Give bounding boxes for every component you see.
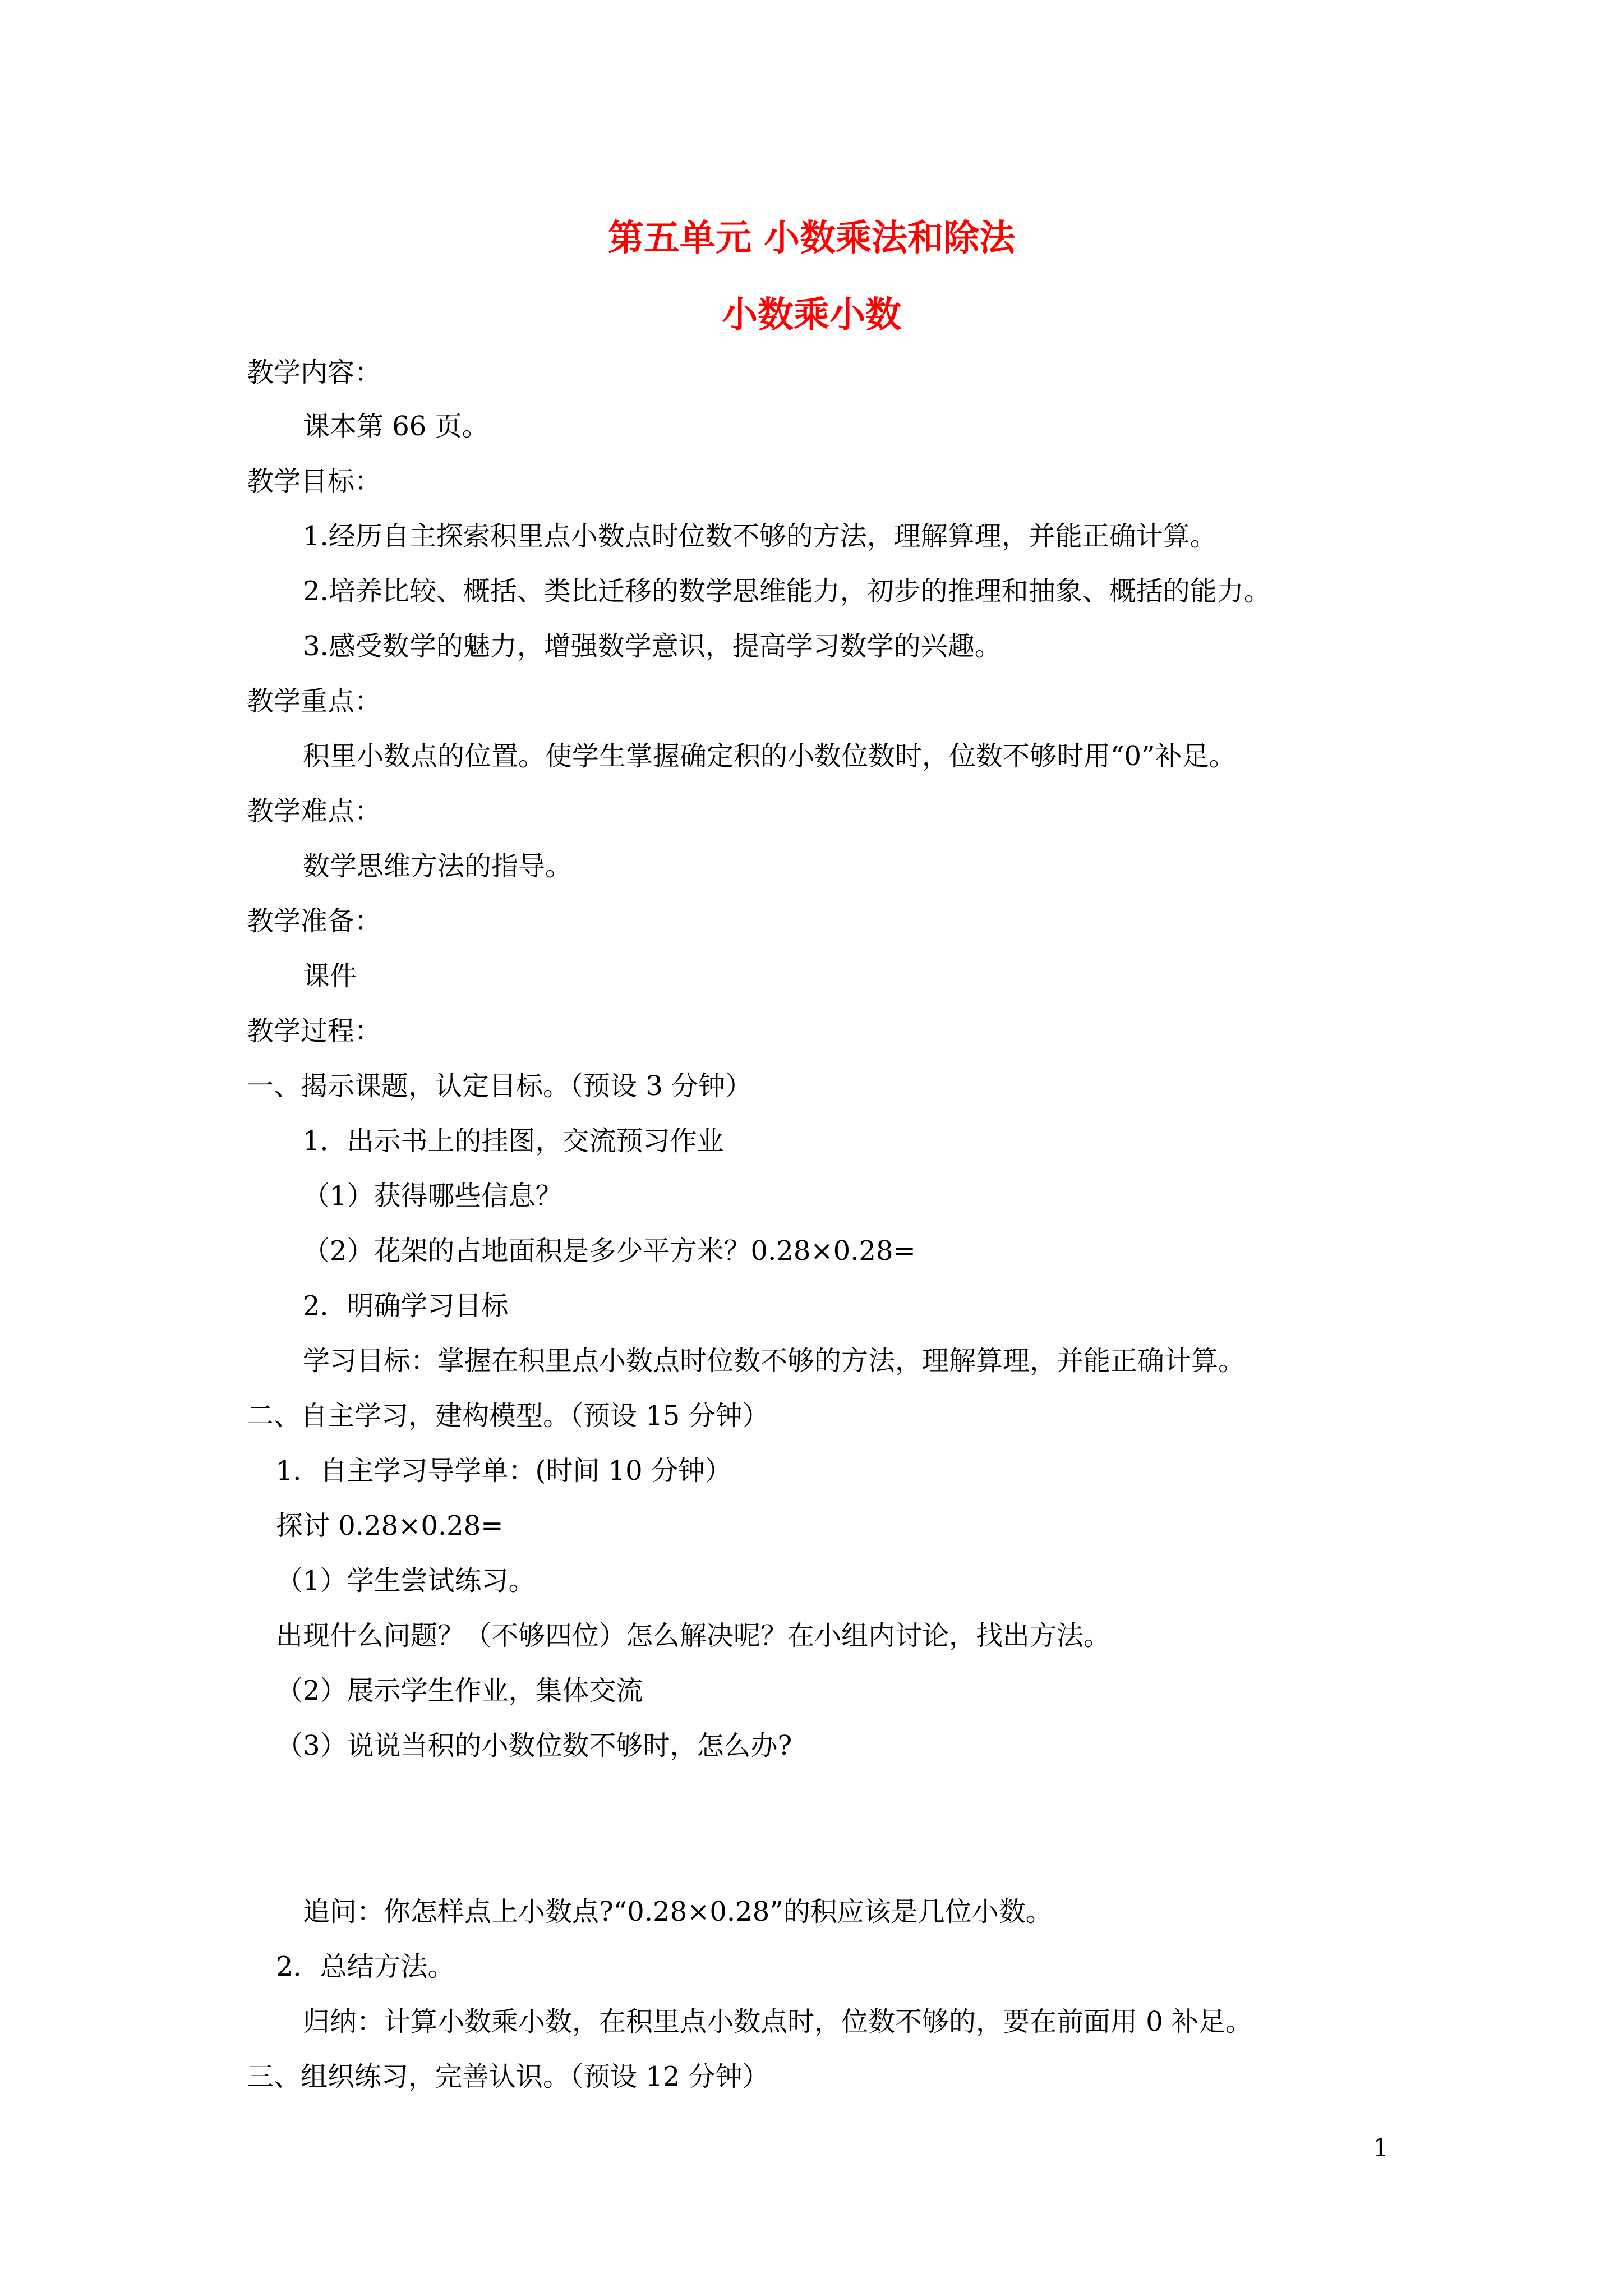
sub-item: （2）展示学生作业，集体交流 — [276, 1675, 643, 1706]
goal-item: 1.经历自主探索积里点小数点时位数不够的方法，理解算理，并能正确计算。 — [303, 521, 1217, 552]
text-line: 课件 — [303, 960, 357, 992]
heading-difficulties: 教学难点： — [247, 795, 382, 827]
text-line: 出现什么问题？（不够四位）怎么解决呢？在小组内讨论，找出方法。 — [276, 1620, 1111, 1651]
text-line: 学习目标：掌握在积里点小数点时位数不够的方法，理解算理，并能正确计算。 — [303, 1345, 1246, 1377]
text-line: 数学思维方法的指导。 — [303, 850, 573, 882]
heading-content: 教学内容： — [247, 357, 382, 388]
unit-title: 第五单元 小数乘法和除法 — [607, 217, 1016, 259]
sub-item: （1）学生尝试练习。 — [276, 1565, 536, 1596]
text-line: 课本第 66 页。 — [303, 411, 489, 442]
heading-goals: 教学目标： — [247, 466, 382, 497]
sub-item: （2）花架的占地面积是多少平方米？0.28×0.28= — [303, 1235, 916, 1267]
sub-item: （1）获得哪些信息？ — [303, 1180, 562, 1212]
heading-preparation: 教学准备： — [247, 905, 382, 937]
heading-process: 教学过程： — [247, 1015, 382, 1047]
text-line: 积里小数点的位置。使学生掌握确定积的小数位数时，位数不够时用“0”补足。 — [303, 740, 1236, 772]
step-item: 2．明确学习目标 — [303, 1290, 509, 1322]
text-line: 探讨 0.28×0.28= — [276, 1510, 504, 1542]
step-item: 2．总结方法。 — [276, 1951, 455, 1982]
section-heading: 一、揭示课题，认定目标。（预设 3 分钟） — [247, 1070, 753, 1102]
section-heading: 三、组织练习，完善认识。（预设 12 分钟） — [247, 2061, 769, 2092]
page-number: 1 — [1373, 2134, 1389, 2162]
heading-key-points: 教学重点： — [247, 685, 382, 717]
step-item: 1．出示书上的挂图，交流预习作业 — [303, 1125, 724, 1157]
goal-item: 2.培养比较、概括、类比迁移的数学思维能力，初步的推理和抽象、概括的能力。 — [303, 576, 1271, 607]
step-item: 1．自主学习导学单：(时间 10 分钟） — [276, 1455, 732, 1487]
text-line: 归纳：计算小数乘小数，在积里点小数点时，位数不够的，要在前面用 0 补足。 — [303, 2006, 1253, 2037]
lesson-title: 小数乘小数 — [722, 294, 901, 336]
goal-item: 3.感受数学的魅力，增强数学意识，提高学习数学的兴趣。 — [303, 631, 1002, 662]
sub-item: （3）说说当积的小数位数不够时，怎么办? — [276, 1730, 792, 1761]
text-line: 追问：你怎样点上小数点?“0.28×0.28”的积应该是几位小数。 — [303, 1896, 1053, 1927]
section-heading: 二、自主学习，建构模型。（预设 15 分钟） — [247, 1400, 769, 1432]
